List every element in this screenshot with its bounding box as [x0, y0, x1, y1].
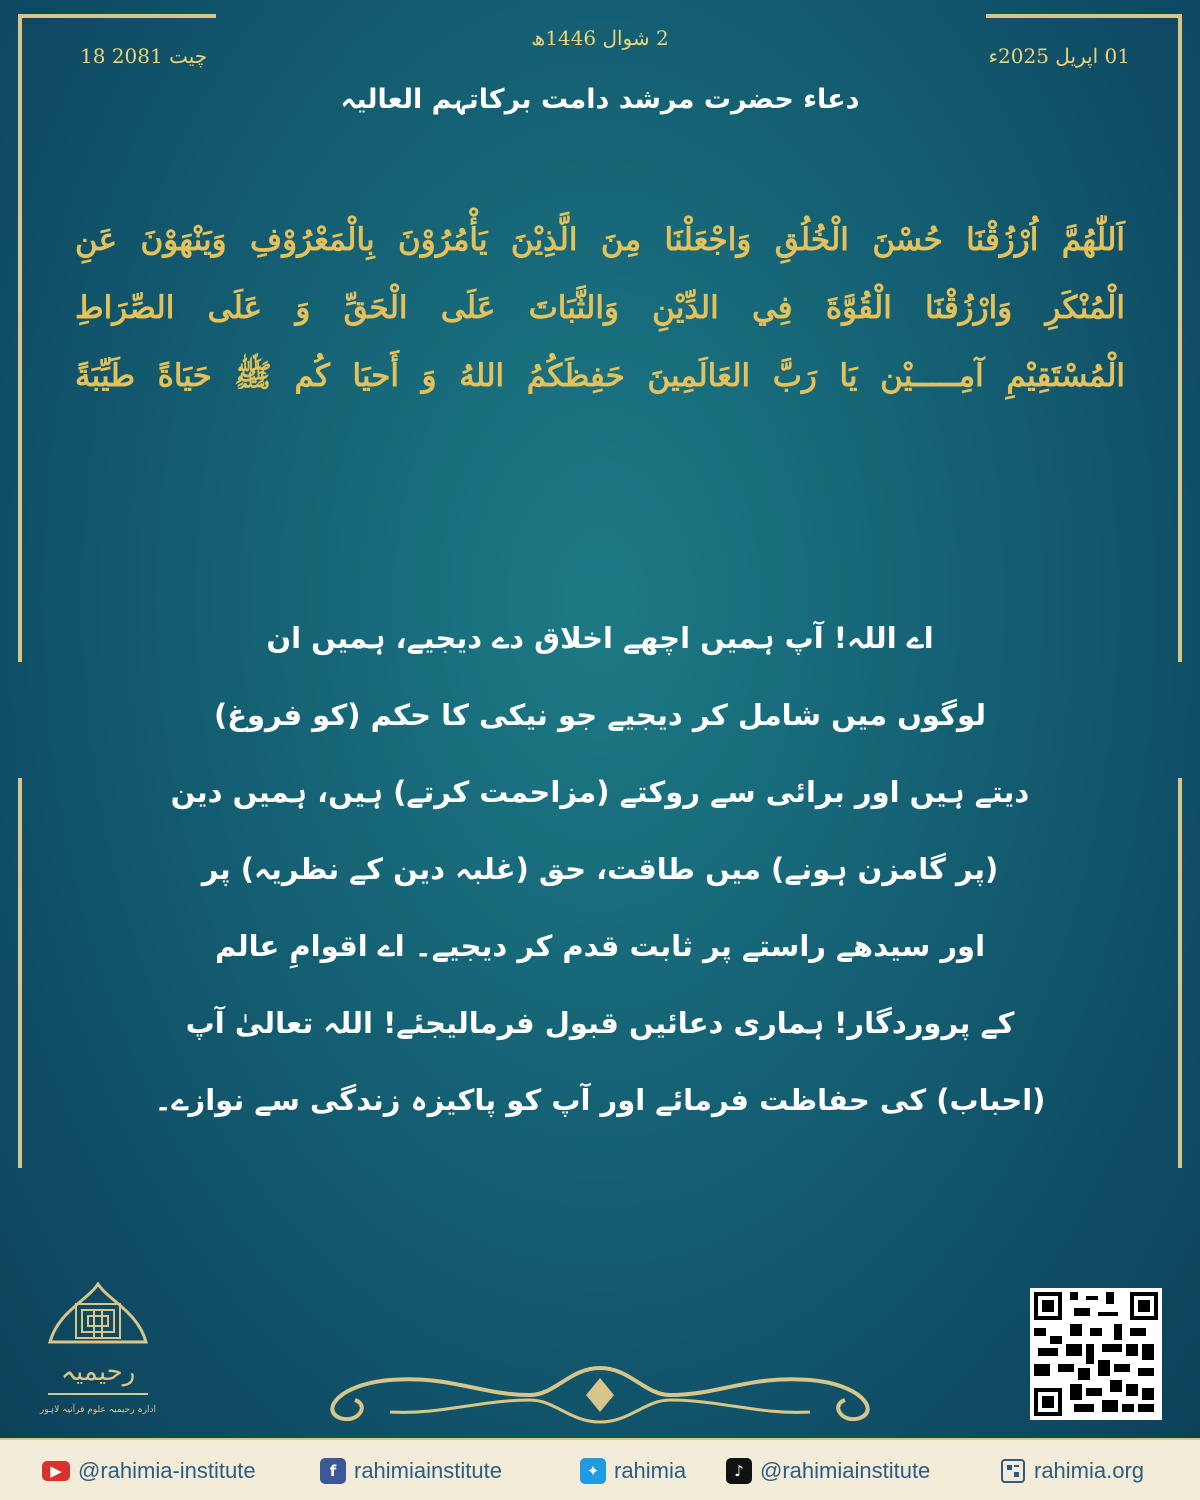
youtube-handle: @rahimia-institute [78, 1458, 256, 1483]
rahimia-logo [38, 1282, 158, 1437]
dua-arabic-line: اَللّٰهُمَّ اُرْزُقْنَا حُسْنَ الْخُلُقِ وَاجْعَلْنَا مِنَ الَّذِيْنَ يَأْمُرُوْنَ بِالْمَعْرُوْفِ وَيَنْهَوْنَ عَنِ [75, 222, 1125, 258]
tiktok-icon: ♪ [726, 1458, 752, 1484]
twitter-link[interactable] [580, 1456, 686, 1486]
translation-line: (پر گامزن ہونے) میں طاقت، حق (غلبہ دین کے نظریہ) پر [201, 852, 999, 886]
tiktok-handle: @rahimiainstitute [760, 1458, 931, 1483]
date-bikrami: 18 چیت 2081 [80, 44, 208, 68]
translation-line: اے اللہ! آپ ہمیں اچھے اخلاق دے دیجیے، ہمیں ان [266, 621, 934, 655]
facebook-icon: f [320, 1458, 346, 1484]
frame-line [18, 14, 216, 18]
frame-line [986, 14, 1182, 18]
globe-icon [1000, 1458, 1026, 1484]
translation-line: (احباب) کی حفاظت فرمائے اور آپ کو پاکیزہ زندگی سے نوازے۔ [154, 1083, 1046, 1117]
twitter-icon: ✦ [580, 1458, 606, 1484]
dua-arabic-line: الْمُسْتَقِيْمِ آمِـــــيْن يَا رَبَّ العَالَمِينَ حَفِظَكُمُ اللهُ وَ أَحيَا كُم ﷺ حَيَاةً طَيِّبَةً [75, 358, 1125, 394]
translation-line: اور سیدھے راستے پر ثابت قدم کر دیجیے۔ اے اقوامِ عالم [214, 929, 986, 963]
dua-arabic [75, 206, 1125, 410]
footer-bar [0, 1438, 1200, 1500]
facebook-handle: rahimiainstitute [354, 1458, 502, 1483]
facebook-link[interactable] [320, 1456, 502, 1486]
date-gregorian: 01 اپریل 2025ء [988, 44, 1130, 68]
frame-line [18, 778, 22, 1168]
ornament-icon [300, 1360, 900, 1430]
page-title: دعاء حضرت مرشد دامت برکاتہم العالیہ [340, 84, 860, 115]
website-url: rahimia.org [1034, 1458, 1145, 1483]
rahimia-logo-icon [38, 1282, 158, 1437]
translation-line: لوگوں میں شامل کر دیجیے جو نیکی کا حکم (کو فروغ) [213, 698, 987, 732]
qr-code[interactable] [1030, 1288, 1162, 1420]
decorative-ornament [300, 1360, 900, 1430]
date-hijri: 2 شوال 1446ھ [531, 26, 669, 50]
youtube-icon: ▶ [42, 1461, 70, 1481]
logo-subtitle: ادارہ رحیمیہ علوم قرآنیہ لاہور [39, 1405, 157, 1415]
twitter-handle: rahimia [614, 1458, 687, 1483]
frame-line [1178, 778, 1182, 1168]
translation-urdu [150, 600, 1050, 1139]
logo-text: رحیمیہ [60, 1357, 136, 1387]
translation-line: کے پروردگار! ہماری دعائیں قبول فرمالیجئے! اللہ تعالیٰ آپ [185, 1006, 1015, 1040]
youtube-link[interactable] [42, 1456, 256, 1486]
dua-arabic-line: الْمُنْكَرِ وَارْزُقْنَا الْقُوَّةَ فِي الدِّيْنِ وَالثَّبَاتَ عَلَى الْحَقِّ وَ عَلَى الصِّرَاطِ [75, 290, 1125, 326]
tiktok-link[interactable] [726, 1456, 930, 1486]
qr-code-icon [1034, 1292, 1158, 1416]
website-link[interactable] [1000, 1456, 1144, 1486]
translation-line: دیتے ہیں اور برائی سے روکتے (مزاحمت کرتے) ہیں، ہمیں دین [170, 775, 1030, 809]
